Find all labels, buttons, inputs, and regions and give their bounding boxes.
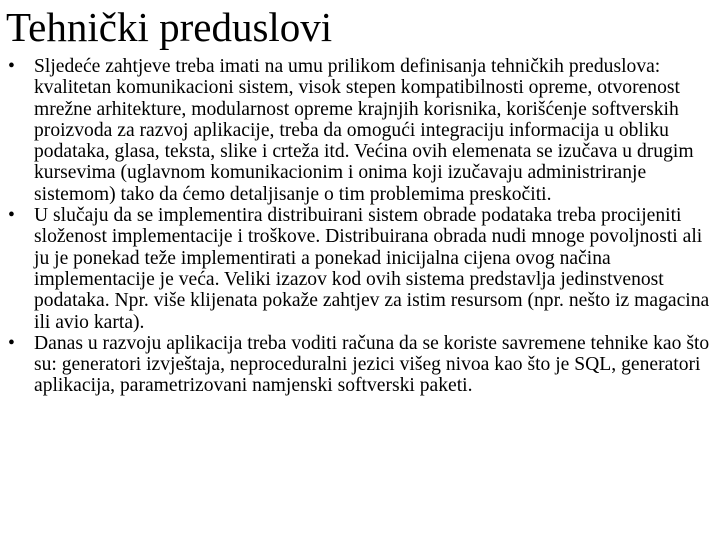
- bullet-item-modern-techniques: [0, 333, 712, 397]
- bullet-text-distributed-system: U slučaju da se implementira distribuirani sistem obrade podataka treba procijeniti složenost implementacije i troškove. Distribuirana obrada nudi mnoge povoljnosti ali ju je ponekad teže implementirati a ponekad inicijalna cijena ovog načina implementacije je veća. Veliki izazov kod ovih sistema predstavlja jedinstvenost podataka. Npr. više klijenata pokaže zahtjev za istim resursom (npr. nešto iz magacina ili avio karta).: [34, 205, 710, 333]
- bullet-list: [0, 56, 712, 397]
- bullet-dot-icon: •: [8, 56, 15, 77]
- bullet-item-distributed-system: [0, 205, 712, 333]
- bullet-text-modern-techniques: Danas u razvoju aplikacija treba voditi računa da se koriste savremene tehnike kao što su: generatori izvještaja, neproceduralni jezici višeg nivoa kao što je SQL, generatori aplikacija, parametrizovani namjenski softverski paketi.: [34, 332, 710, 397]
- bullet-item-requirements: [0, 56, 712, 205]
- bullet-text-requirements: Sljedeće zahtjeve treba imati na umu prilikom definisanja tehničkih preduslova: kvalitetan komunikacioni sistem, visok stepen kompatibilnosti opreme, otvorenost mrežne arhitekture, modularnost opreme krajnjih korisnika, korišćenje softverskih proizvoda za razvoj aplikacije, treba da omogući integraciju informacija u obliku podataka, glasa, teksta, slike i crteža itd. Većina ovih elemenata se izučava u drugim kursevima (uglavnom komunikacionim i onima koji izučavaju administriranje sistemom) tako da ćemo detaljisanje o tim problemima preskočiti.: [34, 56, 694, 205]
- bullet-dot-icon: •: [8, 332, 15, 354]
- slide-title: Tehnički preduslovi: [6, 4, 333, 50]
- bullet-dot-icon: •: [8, 205, 15, 227]
